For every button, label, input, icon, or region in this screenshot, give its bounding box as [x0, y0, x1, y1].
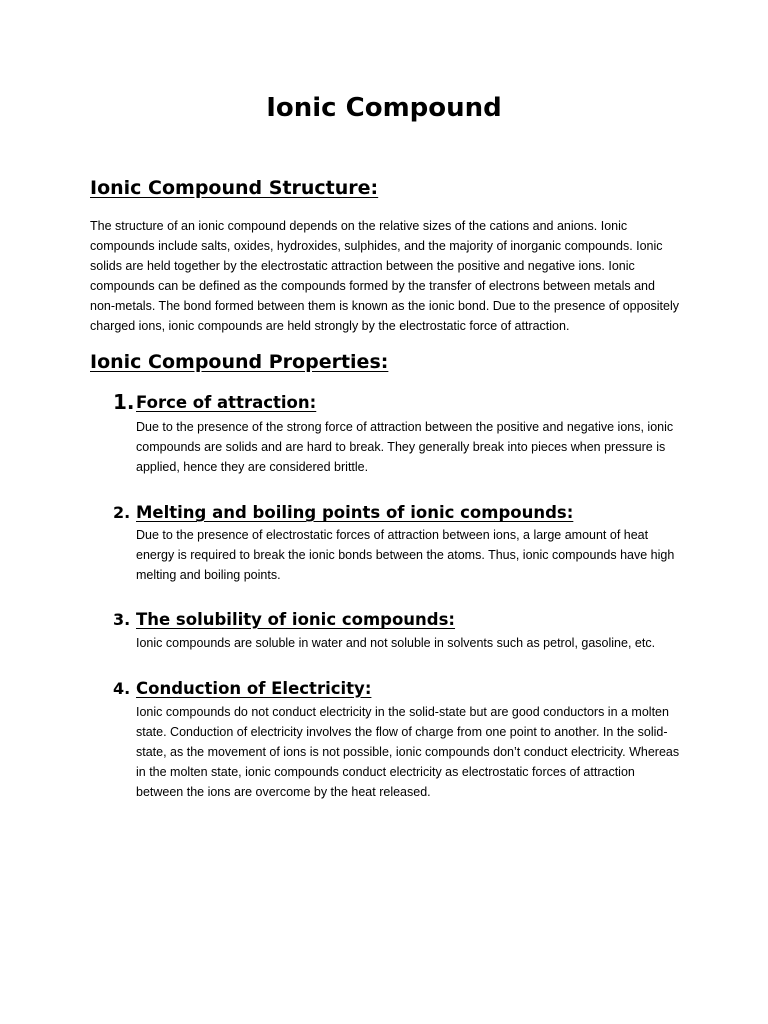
item-text-melting-boiling-points: Due to the presence of electrostatic forces of attraction between ions, a large amount of heat energy is required to break the ionic bonds between the atoms. Thus, ionic compounds have high melting and boiling points.: [136, 528, 675, 582]
section-heading-properties: Ionic Compound Properties:: [90, 351, 389, 373]
list-number-2: 2.: [113, 503, 131, 522]
item-text-solubility: Ionic compounds are soluble in water and not soluble in solvents such as petrol, gasoline, etc.: [136, 636, 656, 650]
list-number-1: 1.: [113, 390, 135, 414]
list-number-4: 4.: [113, 679, 131, 698]
item-title-conduction-of-electricity: Conduction of Electricity:: [136, 679, 372, 698]
list-number-3: 3.: [113, 610, 131, 629]
item-text-force-of-attraction: Due to the presence of the strong force of attraction between the positive and negative ions, ionic compounds are solids and are hard to break. They generally break into pieces when pressure is applied, hence they are considered brittle.: [136, 420, 674, 474]
section-heading-structure: Ionic Compound Structure:: [90, 177, 379, 199]
document-title: Ionic Compound: [266, 93, 502, 123]
item-title-solubility: The solubility of ionic compounds:: [136, 610, 456, 629]
item-title-force-of-attraction: Force of attraction:: [136, 393, 317, 412]
item-title-melting-boiling-points: Melting and boiling points of ionic compounds:: [136, 503, 574, 522]
item-text-conduction-of-electricity: Ionic compounds do not conduct electricity in the solid-state but are good conductors in a molten state. Conduction of electricity involves the flow of charge from one point to another. In the solid-state, as the movement of ions is not possible, ionic compounds don’t conduct electricity. Whereas in the molten state, ionic compounds conduct electricity as electrostatic forces of attraction between the ions are overcome by the heat released.: [136, 705, 680, 799]
structure-paragraph: The structure of an ionic compound depends on the relative sizes of the cations and anions. Ionic compounds include salts, oxides, hydroxides, sulphides, and the majority of inorganic compounds. Ionic solids are held together by the electrostatic attraction between the positive and negative ions. Ionic compounds can be defined as the compounds formed by the transfer of electrons between metals and non-metals. The bond formed between them is known as the ionic bond. Due to the presence of oppositely charged ions, ionic compounds are held strongly by the electrostatic force of attraction.: [90, 219, 680, 333]
